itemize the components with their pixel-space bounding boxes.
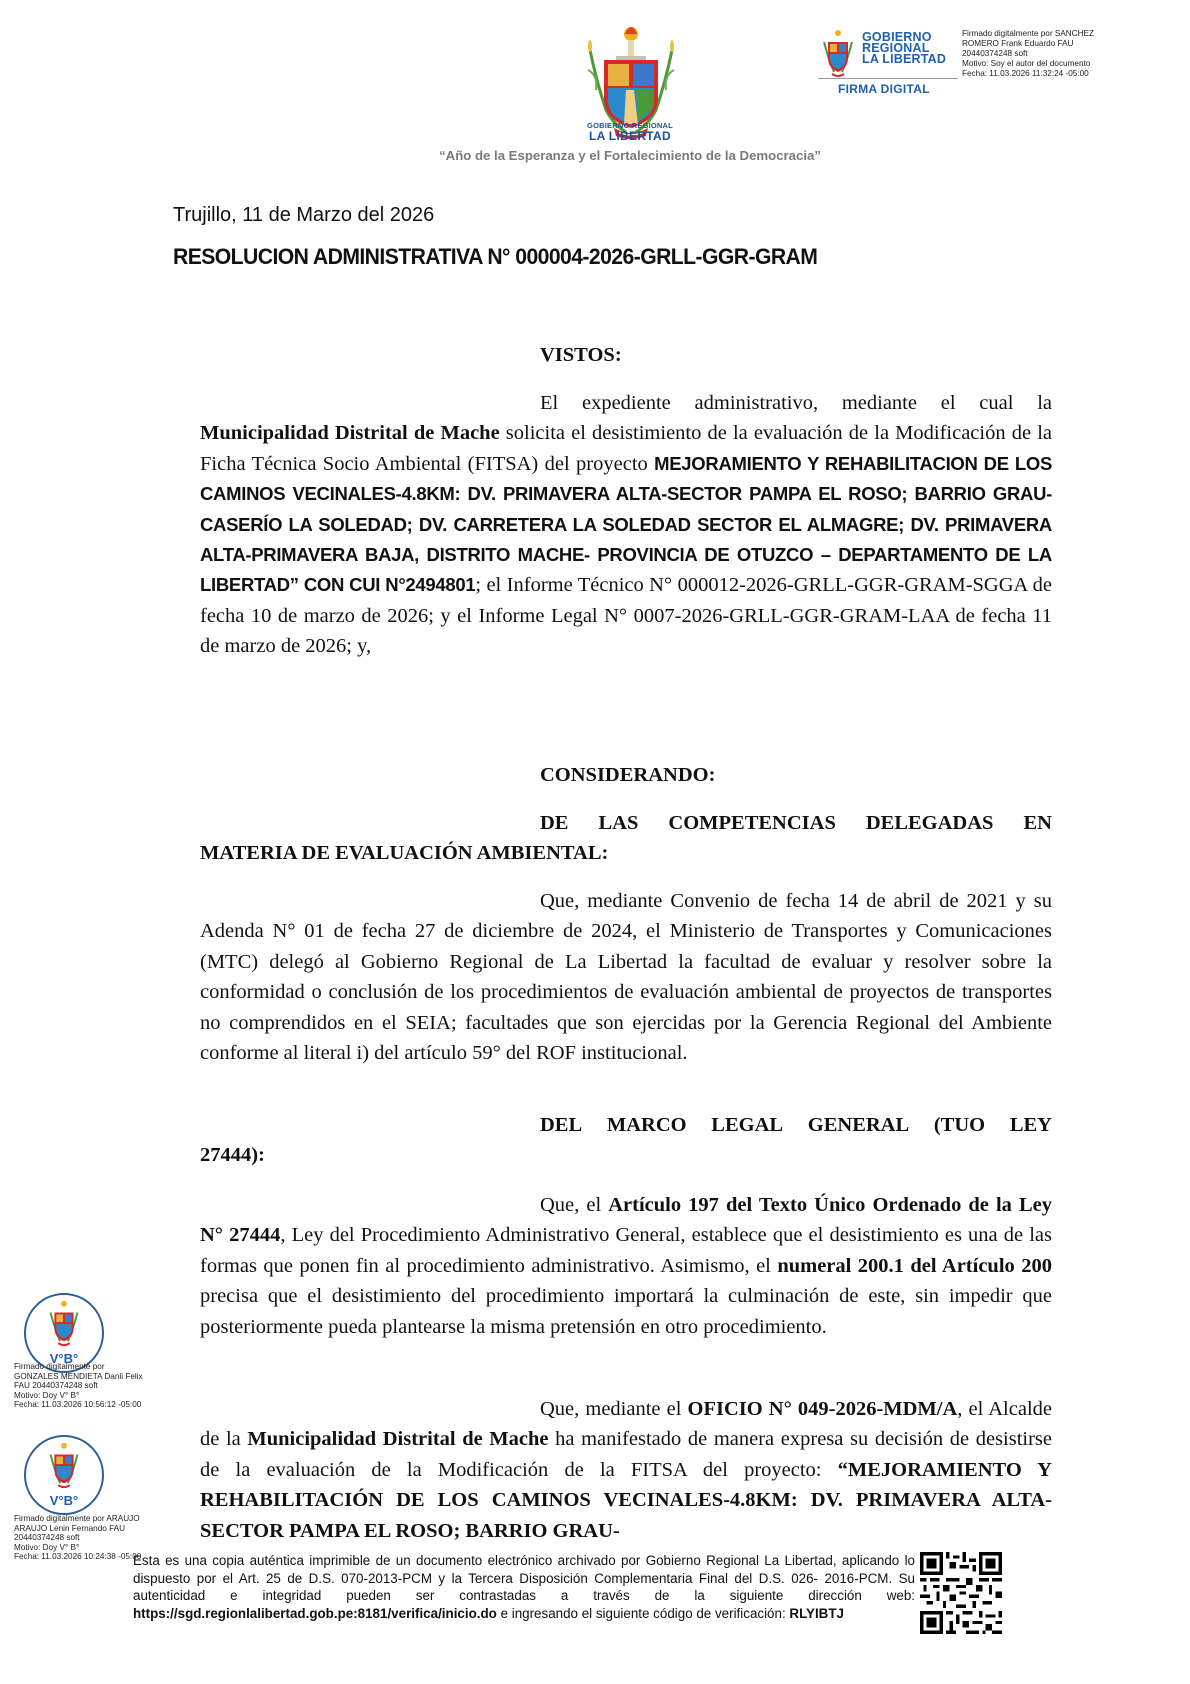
signature-line: Firmado digitalmente por	[14, 1362, 105, 1371]
brand-line: GOBIERNO	[862, 30, 932, 44]
signature-line: Fecha: 11.03.2026 10:56:12 -05:00	[14, 1400, 142, 1410]
subheading-line: MATERIA DE EVALUACIÓN AMBIENTAL:	[200, 842, 609, 865]
paragraph-convenio	[200, 886, 1052, 1068]
coat-of-arms-icon	[44, 1299, 84, 1349]
coat-of-arms-icon	[44, 1441, 84, 1491]
verification-url[interactable]: https://sgd.regionlalibertad.gob.pe:8181/verifica/inicio.do	[133, 1605, 497, 1621]
word: COMPETENCIAS	[668, 812, 836, 834]
year-motto: “Año de la Esperanza y el Fortalecimiento de la Democracia”	[439, 148, 821, 163]
bold-text: numeral 200.1 del Artículo 200	[777, 1254, 1052, 1277]
text: Que, mediante el	[540, 1398, 688, 1420]
word: LAS	[598, 812, 639, 834]
signature-line: Motivo: Doy V° B°	[14, 1390, 80, 1400]
document-title: RESOLUCION ADMINISTRATIVA N° 000004-2026-GRLL-GGR-GRAM	[173, 244, 818, 269]
verification-code: RLYIBTJ	[789, 1605, 844, 1621]
crest-line-2: LA LIBERTAD	[589, 129, 671, 143]
bold-text: Artículo 197 del Texto Único Ordenado de la Ley N° 27444	[200, 1194, 1052, 1247]
text: ; el Informe Técnico N° 000012-2026-GRLL-GGR-GRAM-SGGA de fecha 10 de marzo de 2026; y el Informe Legal N° 0007-2026-GRLL-GGR-GRAM-LAA de fecha 11 de marzo de 2026; y,	[200, 574, 1052, 658]
signature-line: 20440374248 soft	[962, 49, 1028, 58]
signature-line: 20440374248 soft	[14, 1533, 80, 1543]
word: EN	[1023, 812, 1052, 834]
signature-line: Fecha: 11.03.2026 10:24:38 -05:00	[14, 1552, 142, 1562]
digital-signature-details	[962, 29, 1094, 79]
paragraph-oficio	[200, 1394, 1052, 1546]
authenticity-footer	[133, 1552, 915, 1622]
qr-code-icon	[920, 1552, 1002, 1634]
bold-text: Municipalidad Distrital de Mache	[247, 1428, 549, 1451]
place-date: Trujillo, 11 de Marzo del 2026	[173, 204, 435, 226]
vobo-signature-details	[14, 1362, 143, 1410]
subheading-marco-legal	[200, 1110, 1052, 1171]
brand-line: REGIONAL	[862, 41, 930, 55]
text: El expediente administrativo, mediante el cual la	[540, 392, 1052, 414]
subheading-line: 27444):	[200, 1144, 265, 1167]
section-heading-considerando: CONSIDERANDO:	[540, 764, 716, 786]
vobo-seal	[24, 1293, 104, 1373]
subheading-competencias	[200, 808, 1052, 869]
signature-line: ROMERO Frank Eduardo FAU	[962, 39, 1074, 48]
word: GENERAL	[807, 1114, 910, 1136]
word: MARCO	[606, 1114, 687, 1136]
vobo-seal	[24, 1435, 104, 1515]
word: LEY	[1009, 1114, 1052, 1136]
word: DEL	[540, 1114, 583, 1136]
word: LEGAL	[711, 1114, 784, 1136]
paragraph-articulo-197	[200, 1190, 1052, 1342]
firma-digital-label: FIRMA DIGITAL	[838, 82, 930, 96]
text: precisa que el desistimiento del procedimiento importará la culminación de este, sin impedir que posteriormente pueda plantearse la misma pretensión en otro procedimiento.	[200, 1285, 1052, 1338]
footer-text: e ingresando el siguiente código de verificación:	[496, 1605, 790, 1621]
text: Que, mediante Convenio de fecha 14 de abril de 2021 y su Adenda N° 01 de fecha 27 de diciembre de 2024, el Ministerio de Transportes y Comunicaciones (MTC) delegó al Gobierno Regional de La Libertad la facultad de evaluar y resolver sobre la conformidad o conclusión de los procedimientos de evaluación ambiental de proyectos de transportes no comprendidos en el SEIA; facultades que son ejercidas por la Gerencia Regional del Ambiente conforme al literal i) del artículo 59° del ROF institucional.	[200, 890, 1052, 1065]
signature-line: GONZALES MENDIETA Danli Felix	[14, 1371, 143, 1381]
coat-of-arms-icon	[818, 28, 858, 80]
bold-text: Municipalidad Distrital de Mache	[200, 422, 500, 445]
vobo-signature-details	[14, 1514, 141, 1562]
vobo-label: V°B°	[49, 1351, 79, 1366]
bold-text: OFICIO N° 049-2026-MDM/A	[687, 1398, 958, 1420]
word: DE	[540, 812, 569, 834]
signature-line: Fecha: 11.03.2026 11:32:24 -05:00	[962, 69, 1089, 78]
word: DELEGADAS	[865, 812, 994, 834]
text: solicita el desistimiento de la evaluación de la Modificación de la Ficha Técnica Socio Ambiental (FITSA) del proyecto	[200, 422, 1052, 475]
text: ha manifestado de manera expresa su decisión de desistirse de la evaluación de la Modificación de la FITSA del proyecto:	[200, 1428, 1052, 1481]
bold-text: “MEJORAMIENTO Y REHABILITACIÓN DE LOS CAMINOS VECINALES-4.8KM: DV. PRIMAVERA ALTA-SECTOR PAMPA EL ROSO; BARRIO GRAU-	[200, 1458, 1052, 1542]
brand-line: LA LIBERTAD	[862, 52, 947, 66]
signature-line: Motivo: Doy V° B°	[14, 1542, 80, 1552]
digital-signature-brand	[862, 32, 946, 65]
signature-line: Motivo: Soy el autor del documento	[962, 59, 1091, 68]
vobo-label: V°B°	[49, 1493, 79, 1508]
crest-line-1: GOBIERNO REGIONAL	[587, 121, 673, 130]
project-name: MEJORAMIENTO Y REHABILITACION DE LOS CAMINOS VECINALES-4.8KM: DV. PRIMAVERA ALTA-SECTOR PAMPA EL ROSO; BARRIO GRAU-CASERÍO LA SOLEDAD; DV. CARRETERA LA SOLEDAD SECTOR EL ALMAGRE; DV. PRIMAVERA ALTA-PRIMAVERA BAJA, DISTRITO MACHE- PROVINCIA DE OTUZCO – DEPARTAMENTO DE LA LIBERTAD” CON CUI N°2494801	[200, 452, 1052, 596]
paragraph-vistos	[200, 388, 1052, 662]
text: Que, el	[540, 1194, 609, 1216]
text: , Ley del Procedimiento Administrativo General, establece que el desistimiento es una de las formas que ponen fin al procedimiento administrativo. Asimismo, el	[200, 1224, 1052, 1277]
text: , el Alcalde de la	[200, 1398, 1052, 1451]
footer-text: Esta es una copia auténtica imprimible de un documento electrónico archivado por Gobierno Regional La Libertad, aplicando lo dispuesto por el Art. 25 de D.S. 070-2013-PCM y la Tercera Disposición Complementaria Final del D.S. 026- 2016-PCM. Su autenticidad e integridad pueden ser contrastadas a través de la siguiente dirección web:	[133, 1553, 915, 1604]
signature-line: Firmado digitalmente por SANCHEZ	[962, 29, 1094, 38]
signature-line: FAU 20440374248 soft	[14, 1381, 98, 1391]
word: (TUO	[933, 1114, 986, 1136]
signature-line: Firmado digitalmente por ARAUJO	[14, 1514, 140, 1523]
signature-line: ARAUJO Lenin Fernando FAU	[14, 1523, 126, 1533]
section-heading-vistos: VISTOS:	[540, 344, 622, 366]
divider	[818, 78, 958, 79]
